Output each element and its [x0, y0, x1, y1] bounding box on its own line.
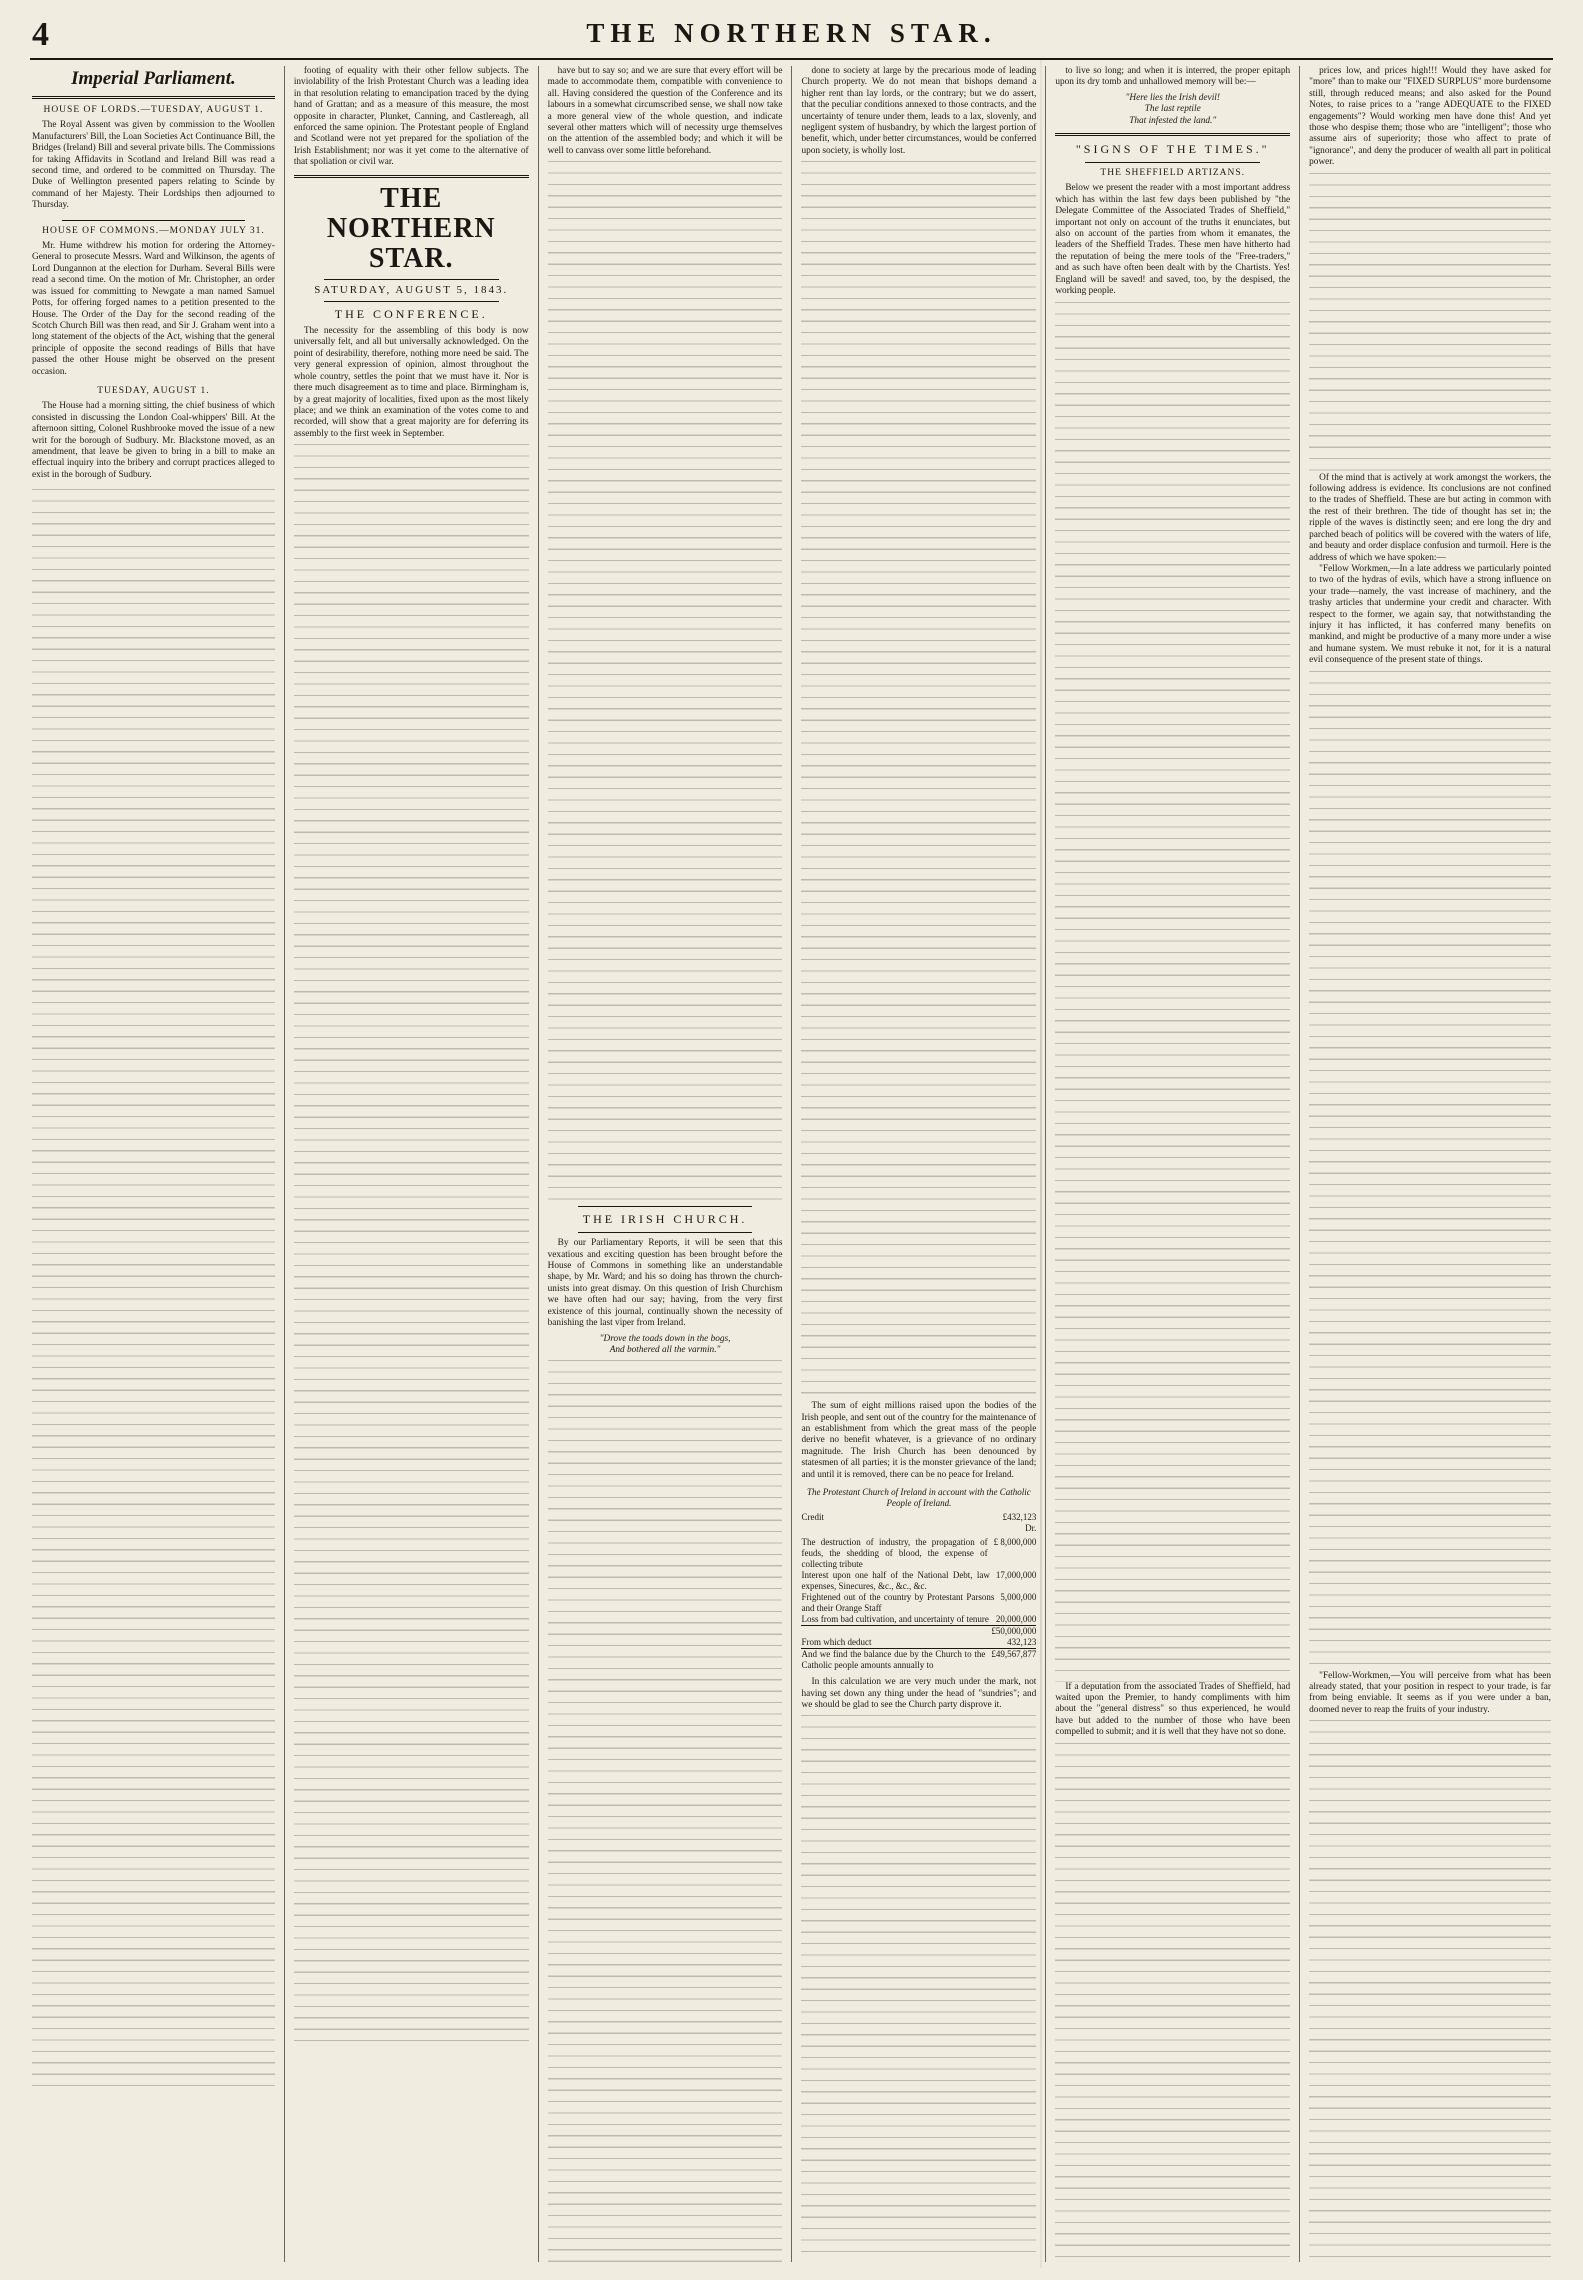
church-account-table	[801, 1487, 1036, 1671]
lords-heading: HOUSE OF LORDS.—TUESDAY, AUGUST 1.	[43, 105, 264, 115]
divider	[62, 220, 245, 221]
column-6	[1299, 66, 1553, 2262]
trades-address: "Fellow Workmen,—In a late address we particularly pointed to two of the hydras of evils, which have a strong influence on your trade—namely, the vast increase of machinery, and the trashy articles that undermine your credit and character. With respect to the former, we again say, that notwithstanding the injury it has inflicted, it has conferred many benefits on mankind, and might be productive of a many more under a wise and humane system. We must rebuke it not, for it is a natural evil consequence of the present state of things.	[1309, 563, 1551, 666]
lords-report: The Royal Assent was given by commission to the Woollen Manufacturers' Bill, the Loan Societies Act Continuance Bill, the Bridges (Ireland) Bill and several private bills. The Commissions for taking Affidavits in Scotland and Ireland Bill was read a second time, and ordered to be committed on Thursday. The Duke of Wellington presented papers relating to Scinde by command of her Majesty. Their Lordships then adjourned to Thursday.	[32, 120, 275, 211]
account-total: £50,000,000	[991, 1626, 1037, 1637]
deduct-amount: 432,123	[1007, 1637, 1037, 1648]
column-6-body: Of the mind that is actively at work amongst the workers, the following address is evidence. Its conclusions are not confined to the trades of Sheffield. These are but acting in common with the rest of their brethren. The tide of thought has set in; the ripple of the waves is distinctly seen; and ere long the dry and parched beach of politics will be covered with the waters of life, and beauty and order displace confusion and turmoil. Here is the address of which we have spoken:—	[1309, 472, 1551, 563]
commons-report: Mr. Hume withdrew his motion for ordering the Attorney-General to prosecute Messrs. Ward and Wilkinson, the agents of Lord Dungannon at the election for Durham. Several Bills were read a second time. On the motion of Mr. Christopher, an order was issued for committing to Newgate a man named Samuel Potts, for offering forged names to a petition presented to the House. The Order of the Day for the second reading of the Scotch Church Bill was then read, and Sir J. Graham went into a long statement of the objects of the Act, wishing that the general principle of opposite the second readings of Bills that have passed the other House might be observed on the present occasion.	[32, 241, 275, 377]
divider	[1055, 133, 1290, 136]
epitaph-line: "Here lies the Irish devil!	[1125, 92, 1220, 103]
account-row-label: The destruction of industry, the propagation of feuds, the shedding of blood, the expense of collecting tribute	[801, 1537, 988, 1570]
column-2	[284, 66, 538, 2262]
column-4-body: The sum of eight millions raised upon the bodies of the Irish people, and sent out of the country for the maintenance of an establishment from which the great mass of the people derive no benefit whatever, is a grievance of no ordinary magnitude. The Irish Church has been denounced by statesmen of all parties; it is the monster grievance of the land; and until it is removed, there can be no peace for Ireland.	[801, 1401, 1037, 1480]
body-text-block	[294, 444, 529, 2044]
balance-label: And we find the balance due by the Church to the Catholic people amounts annually to	[801, 1649, 986, 1671]
signs-of-the-times-heading: "SIGNS OF THE TIMES."	[1075, 142, 1270, 157]
divider	[578, 1206, 753, 1207]
editorial-title: THE NORTHERN STAR.	[326, 182, 496, 274]
body-text-block	[548, 161, 783, 1201]
account-row-label: Loss from bad cultivation, and uncertainty of tenure	[801, 1614, 989, 1625]
verse-line: And bothered all the varmin."	[609, 1344, 721, 1355]
divider	[578, 1232, 753, 1233]
page-fold-shadow	[1040, 58, 1042, 2268]
column-5-closing: If a deputation from the associated Trades of Sheffield, had waited upon the Premier, to handy compliments with him about the "general distress" so thus experienced, he would have but added to the number of those who have been compelled to submit; and it is well that they have not so done.	[1055, 1681, 1291, 1738]
credit-label: Credit	[801, 1512, 824, 1523]
running-masthead: THE NORTHERN STAR.	[586, 18, 997, 48]
column-5-lead: to live so long; and when it is interred, the proper epitaph upon its dry tomb and unhallowed memory will be:—	[1055, 66, 1291, 88]
column-5	[1045, 66, 1299, 2262]
column-4	[791, 66, 1045, 2262]
commons-heading: HOUSE OF COMMONS.—MONDAY JULY 31.	[42, 225, 265, 236]
column-6-lead: prices low, and prices high!!! Would they have asked for "more" than to make our "FIXED SURPLUS" more burdensome still, through reduced means; and also asked for the Pound Notes, to raise prices to a "range ADEQUATE to the FIXED engagements"? Would working men have done this! And yet those who despise them; those who are "intelligent"; those who assume airs of superiority; those who affect to prate of "ignorance", and deny the producer of wealth all part in political power.	[1309, 66, 1551, 168]
body-text-block	[548, 1360, 783, 2262]
debit-label: Dr.	[1025, 1523, 1037, 1534]
column-2-lead: footing of equality with their other fellow subjects. The inviolability of the Irish Protestant Church was a leading idea in that resolution relating to emancipation traced by the dying hand of Grattan; and as a measure of this measure, the most opposite in character, Plunket, Canning, and Castlereagh, all enforced the same opinion. The Protestant people of England and Scotland were not yet prepared for the spoliation of the Irish Establishment; nor was it yet come to the alternative of that spoliation or civil war.	[293, 66, 529, 168]
body-text-block	[1055, 1743, 1290, 2262]
column-3	[538, 66, 792, 2262]
section-title-imperial-parliament: Imperial Parliament.	[71, 68, 236, 89]
body-text-block	[32, 489, 275, 2089]
deduct-label: From which deduct	[801, 1637, 872, 1648]
account-row-amount: 20,000,000	[995, 1614, 1037, 1625]
body-text-block	[801, 1715, 1036, 2262]
body-text-block	[1055, 302, 1290, 1682]
body-text-block	[1309, 1720, 1551, 2262]
sheffield-artizans-article: Below we present the reader with a most important address which has within the last few days been published by "the Delegate Committee of the Associated Trades of Sheffield," important not only on account of the truths it enunciates, but also on account of the parties from whom it emanates, the leaders of the Sheffield Trades. These men have hitherto had the reputation of being the mere tools of the "Free-traders," and as such have often been dealt with by the Chartists. Yes! England will be saved! and saved, too, by the despised, the working people.	[1055, 183, 1291, 297]
account-caption: The Protestant Church of Ireland in account with the Catholic People of Ireland.	[807, 1487, 1031, 1509]
column-4-closing: In this calculation we are very much under the mark, not having set down any thing under the head of "sundries"; and we should be glad to see the Church party disprove it.	[801, 1677, 1037, 1710]
epitaph-line: The last reptile	[1144, 104, 1201, 115]
account-row-label: Frightened out of the country by Protestant Parsons and their Orange Staff	[801, 1592, 995, 1614]
conference-article: The necessity for the assembling of this body is now universally felt, and all but universally acknowledged. On the point of desirability, therefore, nothing more need be said. The very general expression of opinion, almost throughout the whole country, settles the point that we must have it. Nor is there much disagreement as to time and place. Birmingham is, by a great majority of localities, fixed upon as the most likely place; and we think an examination of the votes come to and recorded, will show that a great majority are for deferring its assembly to the first week in September.	[293, 326, 529, 439]
account-row-amount: £ 8,000,000	[993, 1537, 1037, 1548]
divider	[324, 279, 499, 280]
column-6-closing: "Fellow-Workmen,—You will perceive from what has been already stated, that your position in respect to your trade, is far from being enviable. It seems as if you were under a ban, doomed never to reap the fruits of your industry.	[1309, 1670, 1551, 1715]
page-number: 4	[32, 16, 49, 53]
balance-amount: £49,567,877	[991, 1649, 1037, 1660]
dateline: SATURDAY, AUGUST 5, 1843.	[314, 283, 509, 296]
column-grid	[30, 66, 1553, 2262]
epitaph-line: That infested the land."	[1129, 115, 1217, 126]
column-4-lead: done to society at large by the precarious mode of leading Church property. We do not mean that bishops demand a higher rent than lay lords, or the contrary; but we do assert, that the peculiar conditions annexed to those contracts, and the uncertainty of tenure under them, leads to a lax, slovenly, and negligent system of husbandry, by which the largest portion of benefit, which, under better circumstances, would be conferred upon society, is wholly lost.	[801, 66, 1037, 156]
divider	[1085, 162, 1260, 163]
tuesday-heading: TUESDAY, AUGUST 1.	[97, 385, 210, 396]
account-row-label: Interest upon one half of the National Debt, law expenses, Sinecures, &c., &c., &c.	[801, 1570, 990, 1592]
conference-heading: THE CONFERENCE.	[334, 307, 488, 322]
page-header	[30, 14, 1553, 60]
divider	[32, 96, 275, 99]
irish-church-article: By our Parliamentary Reports, it will be seen that this vexatious and exciting question has been brought before the House of Commons in something like an understandable shape, by Mr. Ward; and his so doing has thrown the church-unists into great dismay. On this question of Irish Churchism we have often had our say; having, from the very first existence of this journal, continually shown the necessity of banishing the last viper from Ireland.	[547, 1238, 783, 1329]
divider	[294, 175, 529, 178]
tuesday-report: The House had a morning sitting, the chief business of which consisted in discussing the London Coal-whippers' Bill. At the afternoon sitting, Colonel Rushbrooke moved the issue of a new writ for the borough of Sudbury. Mr. Blackstone moved, as an amendment, that leave be given to bring in a bill to make an effectual inquiry into the bribery and corrupt practices alleged to exist in the borough of Sudbury.	[32, 401, 275, 480]
verse-line: "Drove the toads down in the bogs,	[599, 1333, 731, 1344]
body-text-block	[1309, 173, 1551, 473]
credit-amount: £432,123	[1002, 1512, 1037, 1523]
sheffield-artizans-heading: THE SHEFFIELD ARTIZANS.	[1100, 168, 1246, 179]
divider	[324, 301, 499, 302]
account-row-amount: 17,000,000	[995, 1570, 1037, 1581]
column-3-lead: have but to say so; and we are sure that every effort will be made to accommodate them, compatible with convenience to all. Having considered the question of the Conference and its labours in a somewhat circumscribed sense, we shall now take a more general view of the whole question, and indicate several other matters which will of necessity urge themselves on the attention of the assembled body; and which it will be well to canvass over some little beforehand.	[547, 66, 783, 156]
account-row-amount: 5,000,000	[1000, 1592, 1037, 1603]
body-text-block	[1309, 671, 1551, 1671]
body-text-block	[801, 161, 1036, 1401]
irish-church-heading: THE IRISH CHURCH.	[582, 1212, 748, 1227]
column-1	[30, 66, 284, 2262]
